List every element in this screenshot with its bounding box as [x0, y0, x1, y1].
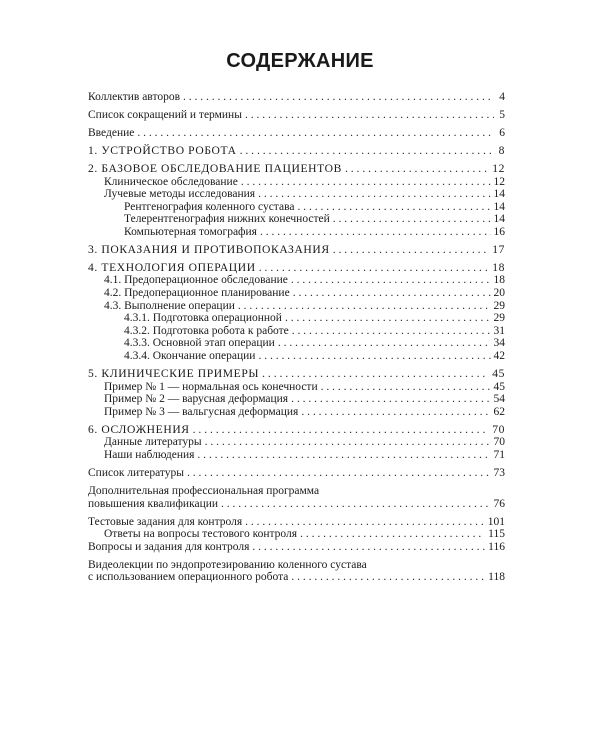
toc-entry-title: Телерентгенография нижних конечностей: [124, 213, 330, 226]
dot-leader: [300, 528, 485, 541]
dot-leader: [240, 145, 494, 158]
toc-entry-page: 12: [493, 175, 505, 188]
toc-entry-ct[interactable]: [88, 226, 505, 239]
toc-entry-page: 70: [493, 436, 505, 449]
toc-entry-title: Список сокращений и термины: [88, 108, 242, 121]
toc-entry-test-answers[interactable]: [88, 528, 505, 541]
toc-entry-title: 4.3.4. Окончание операции: [124, 350, 256, 363]
toc-entry-title: Компьютерная томография: [124, 225, 257, 238]
dot-leader: [278, 337, 491, 350]
toc-entry-authors[interactable]: [88, 91, 505, 104]
toc-entry-radiology-methods[interactable]: [88, 188, 505, 201]
dot-leader: [258, 350, 490, 363]
dot-leader: [252, 541, 485, 554]
toc-entry-chapter-6[interactable]: [88, 424, 505, 437]
toc-entry-title: 2. БАЗОВОЕ ОБСЛЕДОВАНИЕ ПАЦИЕНТОВ: [88, 161, 342, 175]
toc-entry-title-line-1: Видеолекции по эндопротезированию коленного сустава: [88, 558, 367, 571]
dot-leader: [187, 467, 491, 480]
toc-entry-introduction[interactable]: [88, 127, 505, 140]
toc-entry-page: 116: [488, 540, 505, 553]
toc-entry-title: 5. КЛИНИЧЕСКИЕ ПРИМЕРЫ: [88, 367, 260, 381]
toc-entry-page: 20: [493, 287, 505, 300]
dot-leader: [301, 406, 490, 419]
toc-entry-title: 4.3.3. Основной этап операции: [124, 337, 275, 350]
toc-entry-abbreviations[interactable]: [88, 109, 505, 122]
toc-entry-page: 6: [499, 126, 505, 139]
dot-leader: [245, 109, 494, 122]
dot-leader: [259, 262, 489, 275]
toc-entry-page: 76: [493, 497, 505, 510]
toc-entry-4-3-2[interactable]: [88, 325, 505, 338]
toc-entry-4-2[interactable]: [88, 287, 505, 300]
dot-leader: [285, 312, 491, 325]
toc-entry-training-program[interactable]: [88, 485, 505, 510]
toc-entry-page: 29: [493, 299, 505, 312]
toc-entry-test-tasks[interactable]: [88, 516, 505, 529]
toc-entry-page: 73: [493, 466, 505, 479]
toc-entry-chapter-5[interactable]: [88, 368, 505, 381]
dot-leader: [292, 325, 491, 338]
dot-leader: [260, 226, 491, 239]
dot-leader: [262, 368, 489, 381]
toc-entry-page: 4: [499, 91, 505, 103]
dot-leader: [137, 127, 494, 140]
dot-leader: [193, 424, 490, 437]
toc-entry-page: 14: [493, 200, 505, 213]
toc-entry-page: 12: [492, 161, 505, 175]
toc-entry-page: 34: [493, 337, 505, 350]
dot-leader: [291, 571, 485, 584]
toc-entry-page: 70: [492, 422, 505, 436]
toc-entry-teleradiography[interactable]: [88, 213, 505, 226]
dot-leader: [197, 449, 490, 462]
toc-entry-title: Пример № 1 — нормальная ось конечности: [104, 380, 318, 393]
toc-entry-chapter-2[interactable]: [88, 163, 505, 176]
toc-entry-our-observations[interactable]: [88, 449, 505, 462]
dot-leader: [345, 163, 489, 176]
toc-entry-title: Пример № 3 — вальгусная деформация: [104, 405, 299, 418]
toc-entry-title: Лучевые методы исследования: [104, 188, 256, 201]
toc-entry-title: Ответы на вопросы тестового контроля: [104, 528, 298, 541]
toc-entry-video-lectures[interactable]: [88, 559, 505, 584]
toc-entry-title: Данные литературы: [104, 436, 202, 449]
toc-entry-literature-data[interactable]: [88, 436, 505, 449]
toc-entry-page: 45: [493, 380, 505, 393]
toc-entry-page: 18: [492, 260, 505, 274]
toc-entry-page: 54: [493, 393, 505, 406]
toc-entry-page: 29: [493, 312, 505, 325]
toc-entry-page: 17: [492, 242, 505, 256]
toc-entry-page: 16: [493, 225, 505, 238]
toc-entry-page: 62: [493, 405, 505, 418]
page-title: СОДЕРЖАНИЕ: [226, 50, 374, 72]
toc-entry-page: 8: [498, 143, 505, 157]
toc-entry-title: 4.3.1. Подготовка операционной: [124, 312, 282, 325]
toc-entry-title: Наши наблюдения: [104, 448, 195, 461]
dot-leader: [205, 436, 491, 449]
toc-entry-4-3-1[interactable]: [88, 312, 505, 325]
toc-entry-chapter-1[interactable]: [88, 145, 505, 158]
toc-entry-page: 118: [488, 571, 505, 584]
toc-entry-page: 14: [493, 188, 505, 201]
dot-leader: [183, 91, 494, 104]
toc-entry-title: 4.2. Предоперационное планирование: [104, 287, 290, 300]
toc-entry-page: 115: [488, 528, 505, 541]
toc-entry-4-3[interactable]: [88, 300, 505, 313]
toc-entry-title: 4.3.2. Подготовка робота к работе: [124, 324, 289, 337]
toc-entry-title: Список литературы: [88, 466, 184, 479]
toc-entry-example-1[interactable]: [88, 381, 505, 394]
toc-entry-example-3[interactable]: [88, 406, 505, 419]
toc-entry-page: 42: [493, 350, 505, 363]
table-of-contents: [88, 91, 505, 584]
toc-entry-title: Тестовые задания для контроля: [88, 515, 243, 528]
dot-leader: [297, 201, 490, 214]
toc-entry-title: 4.3. Выполнение операции: [104, 299, 235, 312]
toc-entry-page: 31: [493, 324, 505, 337]
toc-entry-title-line-2: повышения квалификации: [88, 497, 219, 510]
toc-entry-page: 14: [493, 213, 505, 226]
dot-leader: [333, 244, 490, 257]
toc-entry-title: Вопросы и задания для контроля: [88, 540, 250, 553]
dot-leader: [241, 176, 491, 189]
toc-entry-page: 5: [499, 108, 505, 121]
dot-leader: [333, 213, 491, 226]
toc-entry-title: 4. ТЕХНОЛОГИЯ ОПЕРАЦИИ: [88, 260, 256, 274]
toc-entry-title-line-1: Дополнительная профессиональная программа: [88, 484, 320, 497]
dot-leader: [291, 274, 491, 287]
toc-entry-page: 101: [487, 515, 505, 528]
toc-entry-title: 3. ПОКАЗАНИЯ И ПРОТИВОПОКАЗАНИЯ: [88, 242, 330, 256]
toc-entry-title: 6. ОСЛОЖНЕНИЯ: [88, 422, 190, 436]
toc-entry-title: Коллектив авторов: [88, 91, 180, 103]
dot-leader: [245, 516, 485, 529]
toc-entry-title: Рентгенография коленного сустава: [124, 200, 295, 213]
toc-entry-knee-radiography[interactable]: [88, 201, 505, 214]
dot-leader: [238, 300, 491, 313]
dot-leader: [221, 498, 490, 511]
toc-entry-title: 4.1. Предоперационное обследование: [104, 274, 288, 287]
toc-entry-title: Клиническое обследование: [104, 175, 238, 188]
toc-entry-references[interactable]: [88, 467, 505, 480]
toc-entry-chapter-4[interactable]: [88, 262, 505, 275]
toc-entry-clinical-exam[interactable]: [88, 176, 505, 189]
toc-entry-page: 71: [493, 448, 505, 461]
toc-entry-title-line-2: с использованием операционного робота: [88, 571, 289, 584]
toc-entry-page: 45: [492, 367, 505, 381]
toc-entry-example-2[interactable]: [88, 393, 505, 406]
toc-entry-4-3-3[interactable]: [88, 337, 505, 350]
toc-entry-4-1[interactable]: [88, 274, 505, 287]
toc-entry-title: Пример № 2 — варусная деформация: [104, 393, 289, 406]
toc-entry-title: Введение: [88, 126, 135, 139]
toc-entry-chapter-3[interactable]: [88, 244, 505, 257]
dot-leader: [321, 381, 491, 394]
toc-entry-questions[interactable]: [88, 541, 505, 554]
toc-entry-title: 1. УСТРОЙСТВО РОБОТА: [88, 143, 237, 157]
dot-leader: [258, 188, 490, 201]
dot-leader: [293, 287, 491, 300]
dot-leader: [291, 393, 490, 406]
toc-entry-4-3-4[interactable]: [88, 350, 505, 363]
toc-entry-page: 18: [493, 274, 505, 287]
